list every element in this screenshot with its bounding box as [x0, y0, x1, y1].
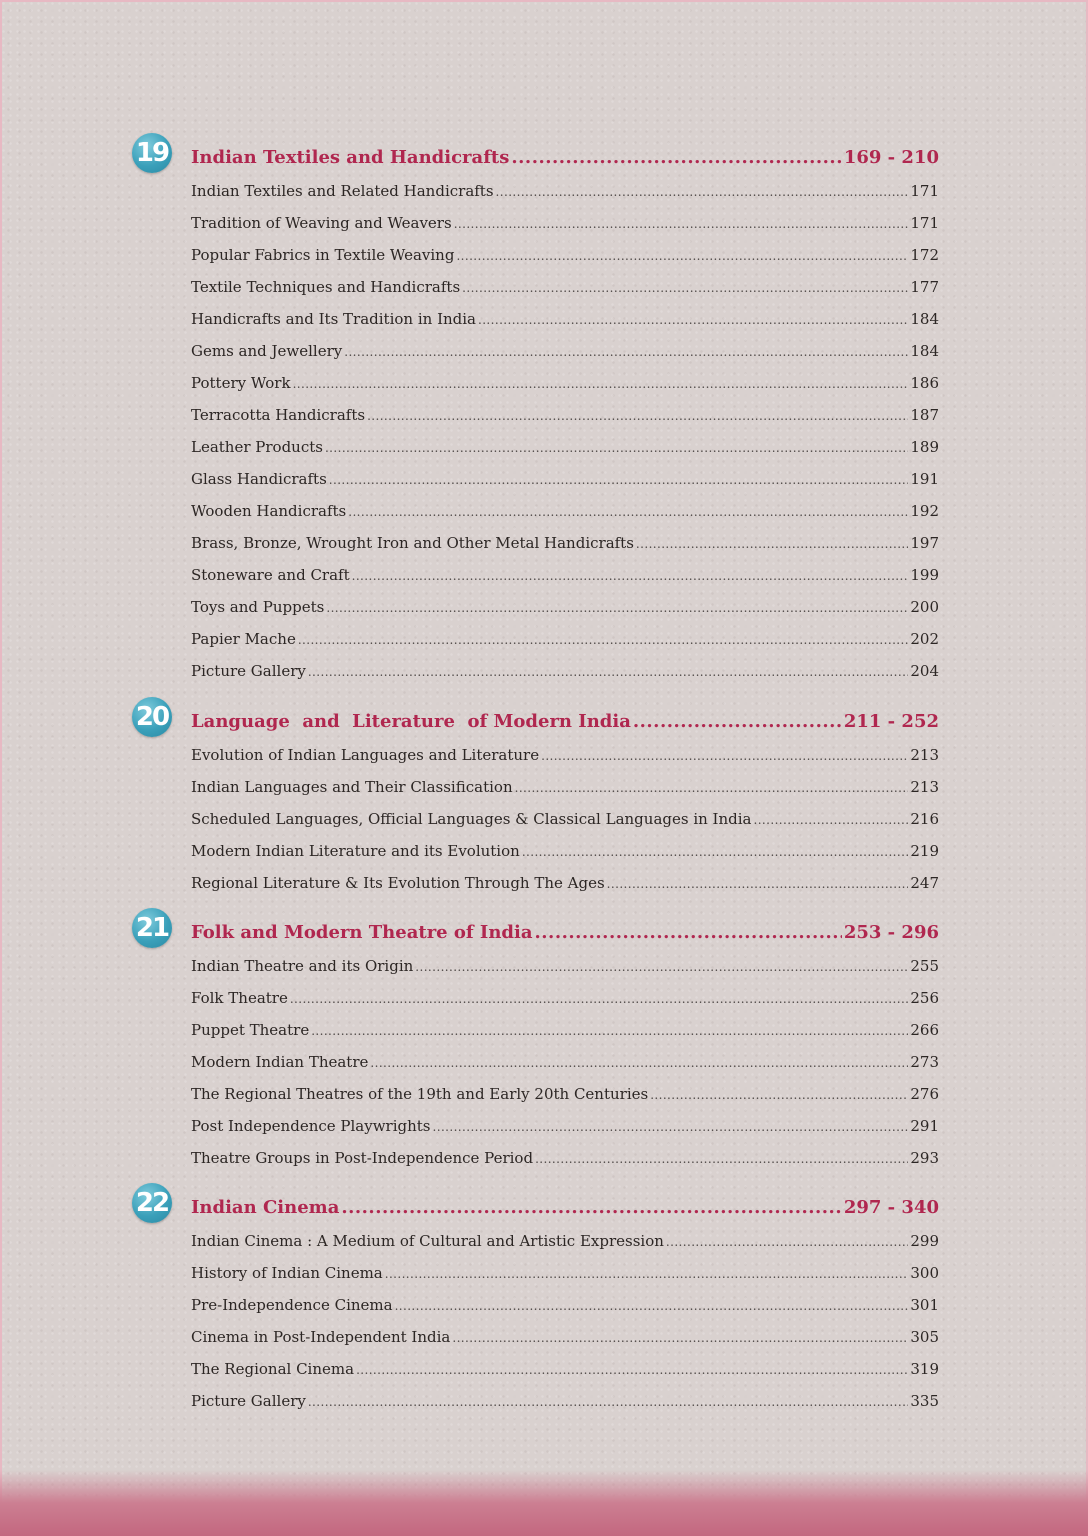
entry-title: Scheduled Languages, Official Languages & Classical Languages in India [191, 810, 752, 828]
toc-entry[interactable] [191, 1322, 939, 1352]
dot-leader [515, 773, 909, 803]
entry-page: 213 [910, 746, 939, 764]
dot-leader [415, 952, 908, 982]
toc-entry[interactable] [191, 1386, 939, 1416]
entry-page: 184 [910, 310, 939, 328]
entry-page: 273 [910, 1053, 939, 1071]
entry-page: 300 [910, 1264, 939, 1282]
dot-leader [311, 1016, 908, 1046]
toc-entry[interactable] [191, 1226, 939, 1256]
dot-leader [607, 869, 909, 899]
entry-title: Brass, Bronze, Wrought Iron and Other Metal Handicrafts [191, 534, 634, 552]
dot-leader [433, 1112, 909, 1142]
entry-page: 247 [910, 874, 939, 892]
chapter-number-badge: 19 [132, 133, 172, 173]
dot-leader [650, 1080, 908, 1110]
entry-title: Evolution of Indian Languages and Literature [191, 746, 540, 764]
dot-leader [341, 1190, 841, 1226]
toc-entry[interactable] [191, 836, 939, 866]
entry-page: 216 [910, 810, 939, 828]
chapter-number-badge: 20 [132, 697, 172, 737]
entry-page: 213 [910, 778, 939, 796]
entry-title: Picture Gallery [191, 662, 306, 680]
chapter-title: Indian Cinema [191, 1197, 340, 1218]
toc-entry[interactable] [191, 983, 939, 1013]
entry-page: 255 [910, 957, 939, 975]
entry-title: Gems and Jewellery [191, 342, 343, 360]
entry-title: Toys and Puppets [191, 598, 325, 616]
dot-leader [496, 177, 909, 207]
toc-entry[interactable] [191, 560, 939, 590]
entry-title: Leather Products [191, 438, 323, 456]
entry-title: Stoneware and Craft [191, 566, 350, 584]
entry-page: 177 [910, 278, 939, 296]
entry-title: Theatre Groups in Post-Independence Period [191, 1149, 534, 1167]
dot-leader [535, 915, 842, 951]
entry-page: 191 [910, 470, 939, 488]
entry-title: The Regional Cinema [191, 1360, 355, 1378]
dot-leader [367, 401, 908, 431]
toc-entry[interactable] [191, 272, 939, 302]
chapter-number-badge: 21 [132, 908, 172, 948]
dot-leader [298, 625, 909, 655]
entry-page: 187 [910, 406, 939, 424]
toc-entry[interactable] [191, 1111, 939, 1141]
dot-leader [754, 805, 909, 835]
toc-entry[interactable] [191, 464, 939, 494]
chapter-number-badge: 22 [132, 1183, 172, 1223]
entry-title: Tradition of Weaving and Weavers [191, 214, 452, 232]
entry-title: Handicrafts and Its Tradition in India [191, 310, 476, 328]
dot-leader [348, 497, 908, 527]
entry-title: Puppet Theatre [191, 1021, 310, 1039]
toc-entry[interactable] [191, 1047, 939, 1077]
entry-page: 291 [910, 1117, 939, 1135]
dot-leader [478, 305, 908, 335]
entry-title: The Regional Theatres of the 19th and Early 20th Centuries [191, 1085, 649, 1103]
chapter-title: Language and Literature of Modern India [191, 711, 631, 732]
entry-page: 199 [910, 566, 939, 584]
toc-entry[interactable] [191, 804, 939, 834]
dot-leader [522, 837, 909, 867]
entry-title: Popular Fabrics in Textile Weaving [191, 246, 455, 264]
entry-page: 266 [910, 1021, 939, 1039]
entry-title: Regional Literature & Its Evolution Through The Ages [191, 874, 605, 892]
dot-leader [535, 1144, 908, 1174]
entry-title: Papier Mache [191, 630, 296, 648]
toc-entry[interactable] [191, 336, 939, 366]
chapter-heading[interactable] [191, 1190, 939, 1226]
entry-title: Indian Languages and Their Classification [191, 778, 513, 796]
entry-title: Indian Textiles and Related Handicrafts [191, 182, 494, 200]
entry-title: Glass Handicrafts [191, 470, 327, 488]
entry-page: 293 [910, 1149, 939, 1167]
entry-page: 219 [910, 842, 939, 860]
entry-page: 184 [910, 342, 939, 360]
entry-page: 192 [910, 502, 939, 520]
entry-page: 186 [910, 374, 939, 392]
entry-title: Folk Theatre [191, 989, 288, 1007]
dot-leader [456, 241, 908, 271]
dot-leader [344, 337, 908, 367]
toc-entry[interactable] [191, 1015, 939, 1045]
dot-leader [326, 593, 908, 623]
toc-entry[interactable] [191, 1143, 939, 1173]
entry-title: Modern Indian Literature and its Evolution [191, 842, 520, 860]
entry-page: 301 [910, 1296, 939, 1314]
dot-leader [454, 209, 909, 239]
entry-title: Textile Techniques and Handicrafts [191, 278, 461, 296]
entry-title: Pottery Work [191, 374, 291, 392]
chapter-title: Folk and Modern Theatre of India [191, 922, 533, 943]
entry-page: 200 [910, 598, 939, 616]
toc-entry[interactable] [191, 400, 939, 430]
entry-title: Pre-Independence Cinema [191, 1296, 393, 1314]
dot-leader [308, 657, 909, 687]
entry-page: 202 [910, 630, 939, 648]
entry-page: 171 [910, 214, 939, 232]
dot-leader [290, 984, 909, 1014]
toc-entry[interactable] [191, 528, 939, 558]
chapter-title: Indian Textiles and Handicrafts [191, 147, 510, 168]
toc-entry[interactable] [191, 1354, 939, 1384]
chapter-page-range: 253 - 296 [843, 922, 939, 943]
entry-title: Post Independence Playwrights [191, 1117, 431, 1135]
entry-page: 256 [910, 989, 939, 1007]
toc-entry[interactable] [191, 1079, 939, 1109]
entry-page: 189 [910, 438, 939, 456]
entry-page: 299 [910, 1232, 939, 1250]
dot-leader [633, 704, 842, 740]
entry-title: Cinema in Post-Independent India [191, 1328, 451, 1346]
toc-entry[interactable] [191, 1258, 939, 1288]
chapter-page-range: 169 - 210 [843, 147, 939, 168]
toc-entry[interactable] [191, 176, 939, 206]
dot-leader [308, 1387, 909, 1417]
toc-entry[interactable] [191, 772, 939, 802]
bottom-decorative-band [0, 1470, 1088, 1536]
toc-entry[interactable] [191, 240, 939, 270]
toc-entry[interactable] [191, 368, 939, 398]
chapter-heading[interactable] [191, 915, 939, 951]
toc-entry[interactable] [191, 868, 939, 898]
toc-entry[interactable] [191, 1290, 939, 1320]
chapter-heading[interactable] [191, 140, 939, 176]
dot-leader [395, 1291, 909, 1321]
entry-title: Picture Gallery [191, 1392, 306, 1410]
entry-page: 319 [910, 1360, 939, 1378]
dot-leader [293, 369, 909, 399]
dot-leader [452, 1323, 908, 1353]
dot-leader [541, 741, 908, 771]
entry-page: 171 [910, 182, 939, 200]
toc-entry[interactable] [191, 304, 939, 334]
toc-entry[interactable] [191, 592, 939, 622]
entry-page: 276 [910, 1085, 939, 1103]
dot-leader [462, 273, 908, 303]
entry-title: History of Indian Cinema [191, 1264, 383, 1282]
entry-page: 172 [910, 246, 939, 264]
entry-title: Terracotta Handicrafts [191, 406, 366, 424]
toc-entry[interactable] [191, 740, 939, 770]
toc-entry[interactable] [191, 656, 939, 686]
dot-leader [356, 1355, 908, 1385]
entry-title: Indian Theatre and its Origin [191, 957, 414, 975]
entry-title: Wooden Handicrafts [191, 502, 347, 520]
entry-title: Indian Cinema : A Medium of Cultural and Artistic Expression [191, 1232, 664, 1250]
entry-page: 335 [910, 1392, 939, 1410]
dot-leader [511, 140, 841, 176]
chapter-page-range: 297 - 340 [843, 1197, 939, 1218]
dot-leader [325, 433, 908, 463]
dot-leader [370, 1048, 908, 1078]
dot-leader [329, 465, 909, 495]
toc-entry[interactable] [191, 496, 939, 526]
dot-leader [352, 561, 909, 591]
chapter-heading[interactable] [191, 704, 939, 740]
dot-leader [385, 1259, 909, 1289]
toc-entry[interactable] [191, 951, 939, 981]
entry-page: 197 [910, 534, 939, 552]
chapter-page-range: 211 - 252 [843, 711, 939, 732]
dot-leader [636, 529, 908, 559]
entry-page: 305 [910, 1328, 939, 1346]
entry-title: Modern Indian Theatre [191, 1053, 369, 1071]
entry-page: 204 [910, 662, 939, 680]
toc-entry[interactable] [191, 624, 939, 654]
dot-leader [666, 1227, 908, 1257]
toc-entry[interactable] [191, 208, 939, 238]
toc-entry[interactable] [191, 432, 939, 462]
